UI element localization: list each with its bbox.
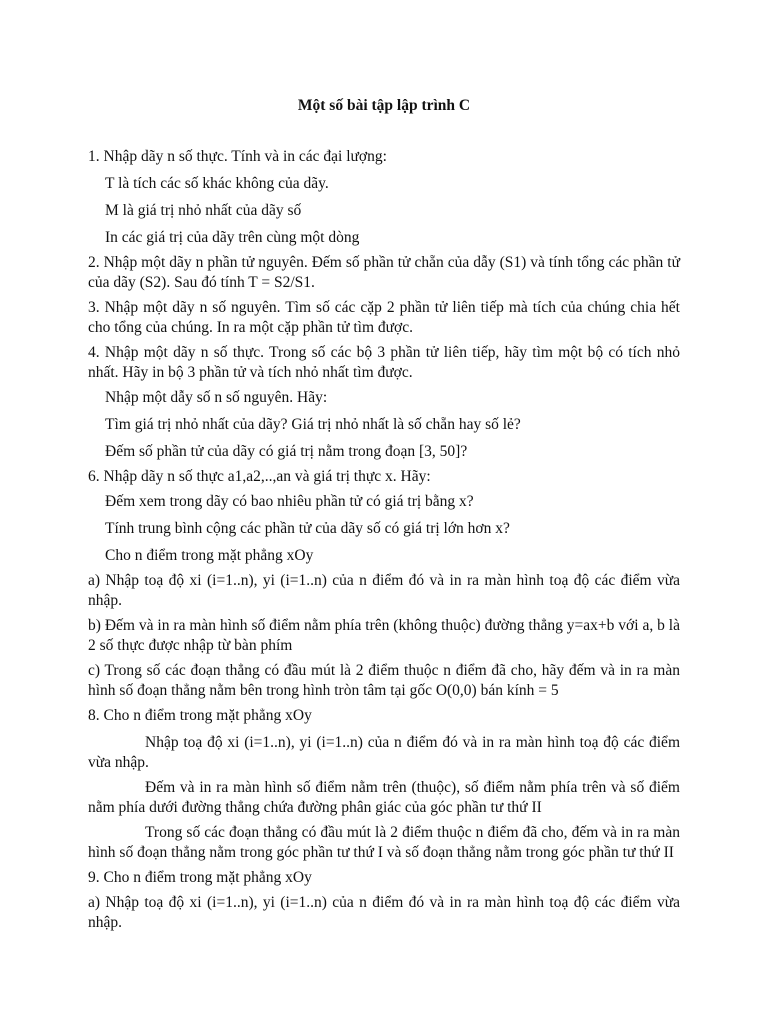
exercise-7-heading: Cho n điểm trong mặt phẳng xOy bbox=[105, 547, 314, 564]
exercise-8-item-segments: Trong số các đoạn thẳng có đầu mút là 2 điểm thuộc n điểm đã cho, đếm và in ra màn hình số đoạn thẳng nằm trong góc phần tư thứ I và số đoạn thẳng nằm trong góc phần tư thứ II bbox=[88, 824, 680, 861]
exercise-1-item-print: In các giá trị của dãy trên cùng một dòng bbox=[105, 229, 360, 246]
exercise-1-item-m: M là giá trị nhỏ nhất của dãy số bbox=[105, 202, 302, 219]
exercise-7-part-a: a) Nhập toạ độ xi (i=1..n), yi (i=1..n) của n điểm đó và in ra màn hình toạ độ các điểm vừa nhập. bbox=[88, 572, 680, 609]
exercise-8-item-input: Nhập toạ độ xi (i=1..n), yi (i=1..n) của n điểm đó và in ra màn hình toạ độ các điểm vừa nhập. bbox=[88, 734, 680, 771]
exercise-5-item-min: Tìm giá trị nhỏ nhất của dãy? Giá trị nhỏ nhất là số chẵn hay số lẻ? bbox=[105, 416, 521, 433]
exercise-1-heading: 1. Nhập dãy n số thực. Tính và in các đại lượng: bbox=[88, 148, 387, 165]
exercise-5-item-count: Đếm số phần tử của dãy có giá trị nằm trong đoạn [3, 50]? bbox=[105, 443, 468, 460]
exercise-9-part-a: a) Nhập toạ độ xi (i=1..n), yi (i=1..n) của n điểm đó và in ra màn hình toạ độ các điểm vừa nhập. bbox=[88, 894, 680, 931]
document-body bbox=[88, 147, 680, 933]
exercise-4: 4. Nhập một dãy n số thực. Trong số các bộ 3 phần tử liên tiếp, hãy tìm một bộ có tích nhỏ nhất. Hãy in bộ 3 phần tử và tích nhỏ nhất tìm được. bbox=[88, 344, 680, 381]
exercise-6-item-count: Đếm xem trong dãy có bao nhiêu phần tử có giá trị bằng x? bbox=[105, 493, 474, 510]
exercise-3: 3. Nhập một dãy n số nguyên. Tìm số các cặp 2 phần tử liên tiếp mà tích của chúng chia hết cho tổng của chúng. In ra một cặp phần tử tìm được. bbox=[88, 299, 680, 336]
exercise-7-part-c: c) Trong số các đoạn thẳng có đầu mút là 2 điểm thuộc n điểm đã cho, hãy đếm và in ra màn hình số đoạn thẳng nằm bên trong hình tròn tâm tại gốc O(0,0) bán kính = 5 bbox=[88, 662, 680, 699]
exercise-5-heading: Nhập một dẫy số n số nguyên. Hãy: bbox=[105, 389, 328, 406]
document-title: Một số bài tập lập trình C bbox=[297, 97, 471, 114]
exercise-8-heading: 8. Cho n điểm trong mặt phẳng xOy bbox=[88, 707, 312, 724]
exercise-1-item-t: T là tích các số khác không của dãy. bbox=[105, 175, 329, 192]
exercise-6-heading: 6. Nhập dãy n số thực a1,a2,..,an và giá trị thực x. Hãy: bbox=[88, 468, 431, 485]
exercise-7-part-b: b) Đếm và in ra màn hình số điểm nằm phía trên (không thuộc) đường thẳng y=ax+b với a, b là 2 số thực được nhập từ bàn phím bbox=[88, 617, 680, 654]
exercise-8-item-count: Đếm và in ra màn hình số điểm nằm trên (thuộc), số điểm nằm phía trên và số điểm nằm phía dưới đường thẳng chứa đường phân giác của góc phần tư thứ II bbox=[88, 779, 680, 816]
exercise-6-item-average: Tính trung bình cộng các phần tử của dãy số có giá trị lớn hơn x? bbox=[105, 520, 510, 537]
exercise-2: 2. Nhập một dãy n phần tử nguyên. Đếm số phần tử chẵn của dẫy (S1) và tính tổng các phần tử của dãy (S2). Sau đó tính T = S2/S1. bbox=[88, 254, 680, 291]
exercise-9-heading: 9. Cho n điểm trong mặt phẳng xOy bbox=[88, 869, 312, 886]
